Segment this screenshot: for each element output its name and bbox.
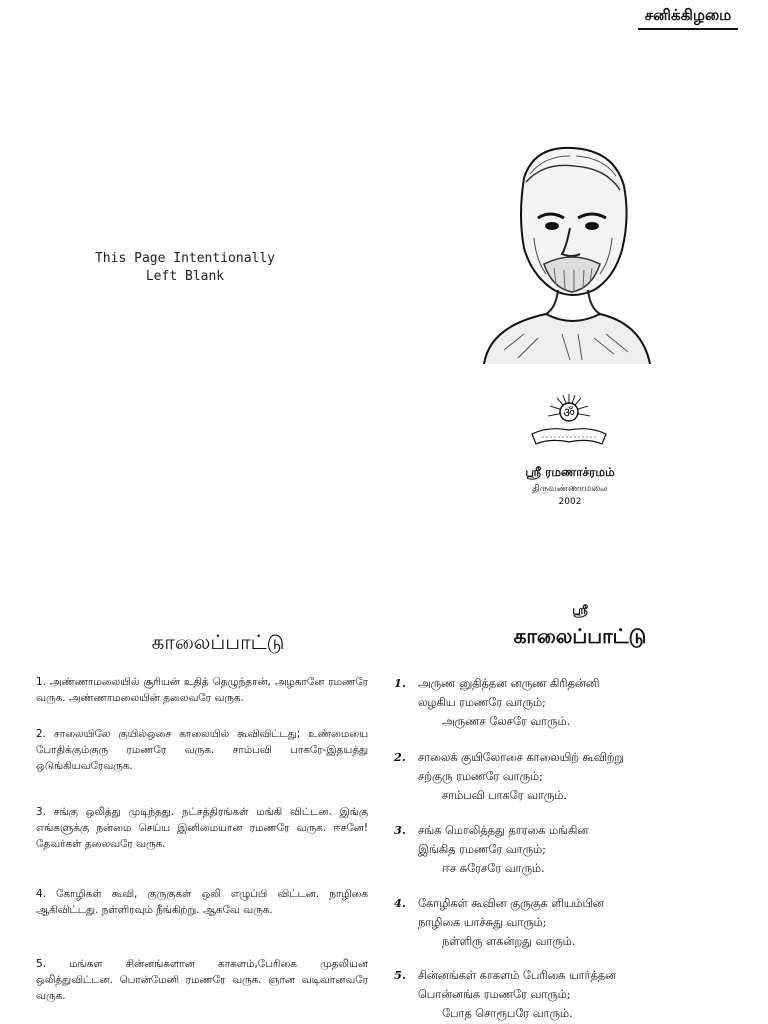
verse-line: சின்னங்கள் காகளம் பேரிகை யார்த்தன	[418, 969, 617, 982]
publisher-block	[510, 465, 630, 507]
verse-line: கோழிகள் கூவின குருகுக ளியம்பின	[418, 897, 604, 910]
prose-paragraph-2: 2. சாலையிலே குயில்ஒசை காலையில் கூவிவிட்டது; உண்மையை போதிக்கும்குரு ரமணரே வருக. சாம்பவி பாகரே-இதயத்து ஒடுங்கியவரேவருக.	[36, 728, 368, 772]
blank-note-line-2: Left Blank	[145, 269, 225, 284]
verse-5	[386, 966, 756, 1023]
ashram-emblem	[528, 392, 610, 456]
verse-line: லழகிய ரமணரே வாரும்;	[418, 696, 546, 709]
left-title: காலைப்பாட்டு	[151, 630, 285, 654]
verse-line: சாம்பவி பாகரே வாரும்.	[442, 789, 567, 802]
verse-1	[386, 674, 756, 731]
verse-3	[386, 821, 756, 878]
verse-number: 3.	[394, 823, 406, 837]
publisher-name: ஸ்ரீ ரமணாச்ரமம்	[525, 465, 615, 479]
verse-line: சற்குரு ரமணரே வாரும்;	[418, 770, 543, 783]
verse-line: இங்கித ரமணரே வாரும்;	[418, 843, 546, 856]
prose-paragraph-1: 1. அண்ணாமலையில் சூரியன் உதித் தெழுந்தான், அழகானே ரமணரே வருக. அண்ணாமலையின் தலைவரே வருக.	[36, 676, 368, 704]
blank-page-note	[70, 250, 300, 286]
publisher-year: 2002	[558, 497, 582, 507]
verse-number: 1.	[394, 676, 406, 690]
verse-4	[386, 894, 756, 951]
right-sri-heading: ஸ்ரீ	[572, 603, 588, 617]
right-title: காலைப்பாட்டு	[513, 624, 647, 648]
blank-note-line-1: This Page Intentionally	[94, 251, 275, 266]
prose-paragraph-3: 3. சங்கு ஒலித்து முடிந்தது. நட்சத்திரங்கள் மங்கி விட்டன. இங்கு எங்களுக்கு நன்மை செய்ய இனிமையான ரமணரே வருக. ஈசனே! தேவர்கள் தலைவரே வருக.	[36, 806, 368, 850]
header-day: சனிக்கிழமை	[638, 6, 738, 30]
verse-line: அருணச லேசரே வாரும்.	[442, 715, 571, 728]
verse-line: போத சொரூபரே வாரும்.	[442, 1007, 573, 1020]
verse-line: நள்ளிரு ளகன்றது வாரும்.	[442, 935, 576, 948]
verse-line: சங்க மொலித்தது தாரகை மங்கின	[418, 824, 589, 837]
verse-2	[386, 748, 756, 805]
verse-line: ஈச சுரேசரே வாரும்.	[442, 862, 545, 875]
prose-paragraph-4: 4. கோழிகள் கூவி, குருகுகள் ஒலி எழுப்பி விட்டன. நாழிகை ஆகிவிட்டது. நள்ளிரவும் நீங்கிற்று. ஆகவே வருக.	[36, 888, 368, 916]
svg-text:ॐ: ॐ	[563, 406, 575, 421]
publisher-place: திருவண்ணாமலை	[532, 484, 608, 494]
prose-paragraph-5: 5. மங்கள சின்னங்களான காகளம்,பேரிகை முதலியன ஒலித்துவிட்டன. பொன்மேனி ரமணரே வருக. ஞான வடிவானவரே வருக.	[36, 958, 368, 1002]
verse-line: சாலைக் குயிலோசை காலையிற் கூவிற்று	[418, 751, 624, 764]
verse-number: 2.	[394, 750, 406, 764]
verse-line: நாழிகை யாச்சுது வாரும்;	[418, 916, 547, 929]
portrait-illustration	[474, 138, 654, 364]
verse-number: 4.	[394, 896, 406, 910]
verse-line: அருண னுதித்தன னருண கிரிதன்னி	[418, 677, 600, 690]
verse-number: 5.	[394, 968, 406, 982]
verse-line: பொன்னங்க ரமணரே வாரும்;	[418, 988, 571, 1001]
